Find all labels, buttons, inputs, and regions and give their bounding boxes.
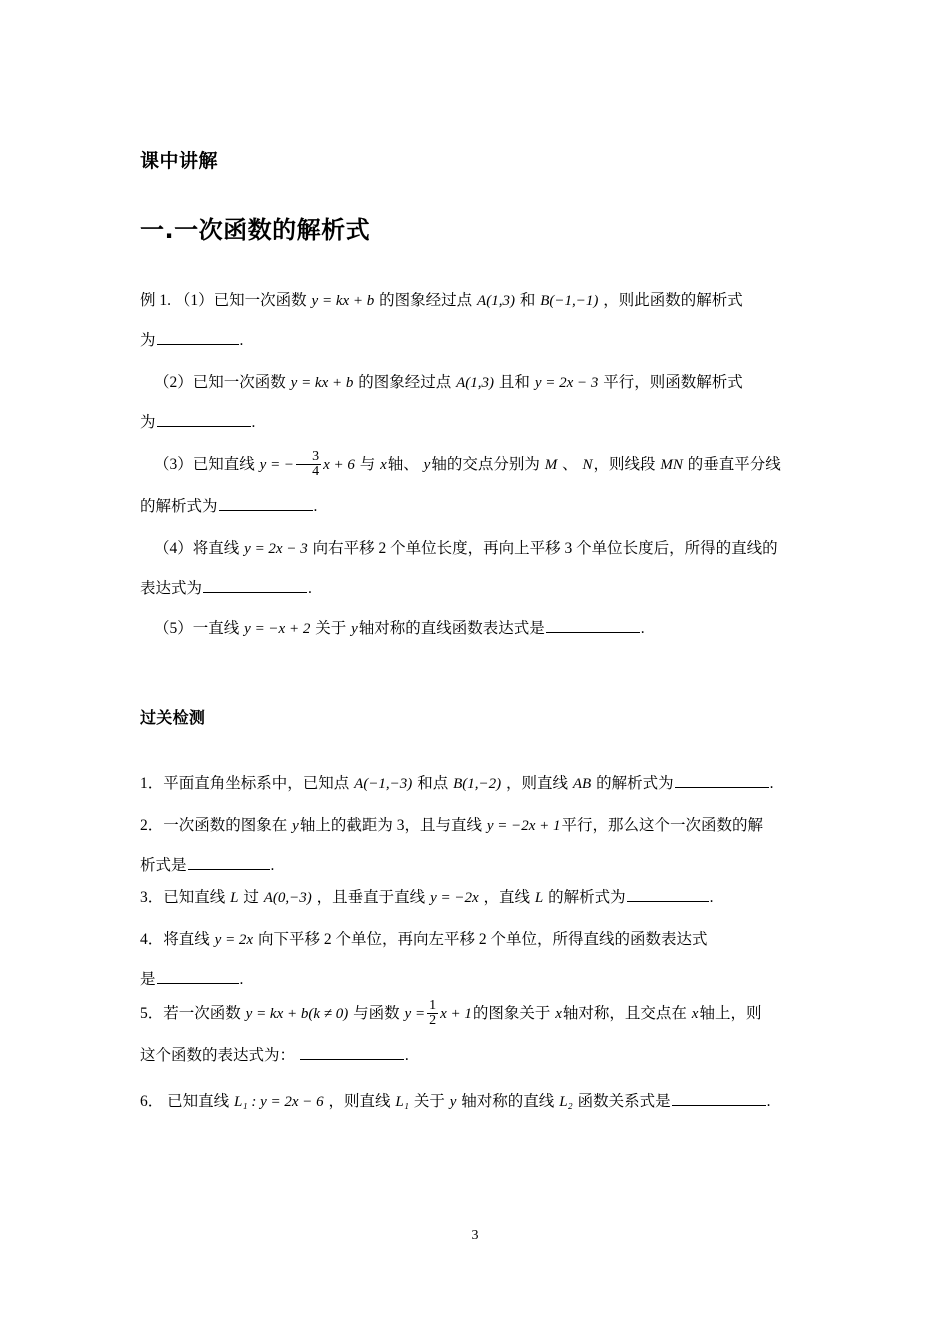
quiz-math-5-lhs: y = bbox=[404, 1006, 426, 1022]
quiz-math-1c: AB bbox=[572, 776, 592, 792]
quiz-text-3c: ，且垂直于直线 bbox=[316, 889, 426, 906]
quiz-number-2: 2． bbox=[140, 817, 164, 834]
quiz-text-3a: 已知直线 bbox=[163, 889, 226, 906]
example-math-2b: A(1,3) bbox=[456, 375, 495, 391]
example-text-3c: 轴、 bbox=[387, 456, 419, 473]
fraction-numerator: 3 bbox=[312, 449, 320, 465]
quiz-text-2c: 平行，那么这个一次函数的解 bbox=[561, 817, 764, 834]
example-item-3 bbox=[140, 445, 812, 485]
quiz-math-1b: B(1,−2) bbox=[453, 776, 502, 792]
example-math-5b: y bbox=[351, 621, 358, 637]
example-math-3c: y bbox=[423, 457, 431, 473]
quiz-text-4a: 将直线 bbox=[163, 931, 210, 948]
quiz-math-1a: A(−1,−3) bbox=[354, 776, 413, 792]
example-text-1b: 的图象经过点 bbox=[379, 292, 473, 309]
answer-blank-example-5[interactable] bbox=[546, 617, 640, 634]
example-label-2: （2） bbox=[154, 374, 193, 391]
example-math-4a: y = 2x − 3 bbox=[244, 541, 308, 557]
quiz-text-1c: ，则直线 bbox=[505, 775, 568, 792]
quiz-text-4b: 向下平移 2 个单位，再向左平移 2 个单位，所得直线的函数表达式 bbox=[257, 931, 708, 948]
quiz-number-1: 1． bbox=[140, 775, 164, 792]
example-item-3-cont bbox=[140, 487, 812, 527]
quiz-math-5b: x bbox=[555, 1006, 562, 1022]
answer-blank-example-4[interactable] bbox=[203, 577, 307, 594]
example-text-2c: 且和 bbox=[498, 374, 530, 391]
example-math-1b: A(1,3) bbox=[477, 293, 515, 309]
example-cont-prefix-4: 表达式为 bbox=[140, 580, 203, 597]
example-text-4b: 向右平移 2 个单位长度，再向上平移 3 个单位长度后，所得的直线的 bbox=[312, 540, 778, 557]
quiz-math-4a: y = 2x bbox=[214, 932, 254, 948]
example-item-2-cont bbox=[140, 403, 812, 443]
example-text-3g: 的垂直平分线 bbox=[687, 456, 781, 473]
fraction-numerator: 1 bbox=[429, 998, 437, 1014]
quiz-number-5: 5． bbox=[140, 1005, 164, 1022]
example-item-4-cont bbox=[140, 569, 812, 609]
example-cont-prefix-2: 为 bbox=[140, 414, 156, 431]
example-math-2a: y = kx + b bbox=[290, 375, 354, 391]
quiz-math-2a: y bbox=[292, 818, 299, 834]
example-cont-suffix-5: . bbox=[640, 620, 645, 637]
quiz-math-6d: L₂ bbox=[559, 1094, 573, 1110]
quiz-math-3d: L bbox=[534, 890, 544, 906]
example-math-3e: N bbox=[582, 457, 593, 473]
quiz-text-3b: 过 bbox=[243, 889, 259, 906]
answer-blank-quiz-6[interactable] bbox=[672, 1090, 766, 1107]
quiz-math-6b: L₁ bbox=[395, 1094, 409, 1110]
answer-blank-example-2[interactable] bbox=[157, 411, 251, 428]
example-cont-suffix-2: . bbox=[251, 414, 256, 431]
example-item-2 bbox=[140, 363, 812, 403]
example-text-3e: 、 bbox=[562, 456, 578, 473]
example-text-5c: 轴对称的直线函数表达式是 bbox=[358, 620, 545, 637]
example-text-2a: 已知一次函数 bbox=[192, 374, 286, 391]
quiz-text-2a: 一次函数的图象在 bbox=[163, 817, 288, 834]
quiz-math-5c: x bbox=[691, 1006, 699, 1022]
example-item-1 bbox=[140, 281, 812, 321]
example-label-1: （1） bbox=[174, 292, 214, 309]
example-math-2c: y = 2x − 3 bbox=[534, 375, 599, 391]
example-text-3a: 已知直线 bbox=[192, 456, 255, 473]
quiz-item-6 bbox=[140, 1082, 812, 1122]
example-item-4 bbox=[140, 529, 812, 569]
example-math-3-lhs: y = − bbox=[259, 457, 295, 473]
example-text-1d: ，则此函数的解析式 bbox=[603, 292, 743, 309]
example-cont-prefix-1: 为 bbox=[140, 332, 156, 349]
example-text-3f: ，则线段 bbox=[593, 456, 656, 473]
quiz-number-3: 3． bbox=[140, 889, 164, 906]
quiz-math-2b: y = −2x + 1 bbox=[486, 818, 561, 834]
quiz-math-5-rhs: x + 1 bbox=[440, 1006, 472, 1022]
example-text-4a: 将直线 bbox=[192, 540, 240, 557]
quiz-text-5c: 的图象关于 bbox=[472, 1005, 551, 1022]
example-math-1a: y = kx + b bbox=[311, 293, 375, 309]
quiz-math-3b: A(0,−3) bbox=[263, 890, 312, 906]
example-cont-suffix-3: . bbox=[313, 498, 318, 515]
quiz-text-3d: ，直线 bbox=[483, 889, 531, 906]
quiz-cont-prefix-5: 这个函数的表达式为： bbox=[140, 1047, 296, 1064]
quiz-text-1d: 的解析式为 bbox=[596, 775, 674, 792]
fraction-three-quarters bbox=[295, 450, 322, 480]
example-cont-suffix-4: . bbox=[308, 580, 312, 597]
example-item-1-cont bbox=[140, 321, 812, 361]
example-label-4: （4） bbox=[154, 540, 193, 557]
example-text-1a: 已知一次函数 bbox=[213, 292, 307, 309]
example-cont-suffix-1: . bbox=[239, 332, 244, 349]
quiz-text-3e: 的解析式为 bbox=[548, 889, 626, 906]
example-text-5b: 关于 bbox=[315, 620, 347, 637]
example-math-3b: x bbox=[380, 457, 387, 473]
quiz-text-6a: 已知直线 bbox=[167, 1093, 230, 1110]
quiz-text-5e: 轴上，则 bbox=[699, 1005, 762, 1022]
example-text-2d: 平行，则函数解析式 bbox=[603, 374, 743, 391]
heading-quiz: 过关检测 bbox=[140, 708, 206, 727]
quiz-text-5b: 与函数 bbox=[353, 1005, 400, 1022]
example-math-3f: MN bbox=[660, 457, 683, 473]
answer-blank-quiz-1[interactable] bbox=[675, 772, 769, 789]
quiz-math-5a: y = kx + b(k ≠ 0) bbox=[245, 1006, 349, 1022]
quiz-suffix-5: . bbox=[404, 1047, 409, 1064]
quiz-item-5-cont bbox=[140, 1036, 812, 1076]
quiz-math-6a: L₁ : y = 2x − 6 bbox=[234, 1094, 324, 1110]
example-math-5a: y = −x + 2 bbox=[244, 621, 311, 637]
quiz-math-3c: y = −2x bbox=[430, 890, 479, 906]
example-cont-prefix-3: 的解析式为 bbox=[140, 498, 218, 515]
quiz-suffix-3: . bbox=[709, 889, 714, 906]
example-math-1c: B(−1,−1) bbox=[540, 293, 599, 309]
quiz-item-5 bbox=[140, 994, 812, 1034]
quiz-item-1 bbox=[140, 764, 812, 804]
quiz-suffix-4: . bbox=[239, 971, 244, 988]
quiz-suffix-1: . bbox=[769, 775, 774, 792]
example-label-3: （3） bbox=[154, 456, 193, 473]
answer-blank-quiz-4[interactable] bbox=[157, 968, 239, 985]
answer-blank-quiz-5[interactable] bbox=[300, 1044, 404, 1061]
quiz-text-6b: ，则直线 bbox=[328, 1093, 391, 1110]
example-lead: 例 1. bbox=[140, 292, 172, 309]
quiz-text-6c: 关于 bbox=[413, 1093, 445, 1110]
quiz-cont-prefix-2: 析式是 bbox=[140, 857, 187, 874]
example-label-5: （5） bbox=[154, 620, 193, 637]
quiz-suffix-6: . bbox=[766, 1093, 771, 1110]
quiz-text-1a: 平面直角坐标系中，已知点 bbox=[163, 775, 350, 792]
quiz-text-6e: 函数关系式是 bbox=[577, 1093, 671, 1110]
quiz-math-3a: L bbox=[230, 890, 239, 906]
quiz-text-6d: 轴对称的直线 bbox=[461, 1093, 555, 1110]
quiz-text-2b: 轴上的截距为 3，且与直线 bbox=[299, 817, 482, 834]
heading-section-one: 一.一次函数的解析式 bbox=[140, 216, 371, 244]
quiz-math-6c: y bbox=[449, 1094, 457, 1110]
answer-blank-example-1[interactable] bbox=[157, 329, 239, 346]
fraction-denominator: 2 bbox=[429, 1013, 437, 1029]
fraction-denominator: 4 bbox=[296, 464, 321, 479]
quiz-item-4 bbox=[140, 920, 812, 960]
example-math-3d: M bbox=[544, 457, 558, 473]
quiz-text-5d: 轴对称，且交点在 bbox=[562, 1005, 687, 1022]
answer-blank-quiz-3[interactable] bbox=[627, 886, 709, 903]
example-text-2b: 的图象经过点 bbox=[358, 374, 452, 391]
page-number: 3 bbox=[471, 1228, 479, 1243]
example-item-5 bbox=[140, 609, 812, 649]
quiz-number-6: 6． bbox=[140, 1093, 164, 1110]
example-text-3b: 与 bbox=[359, 456, 376, 473]
fraction-one-half bbox=[426, 999, 439, 1029]
quiz-suffix-2: . bbox=[270, 857, 275, 874]
answer-blank-example-3[interactable] bbox=[219, 495, 313, 512]
quiz-item-2 bbox=[140, 806, 812, 846]
answer-blank-quiz-2[interactable] bbox=[188, 854, 270, 871]
example-text-1c: 和 bbox=[519, 292, 536, 309]
quiz-text-1b: 和点 bbox=[417, 775, 449, 792]
quiz-cont-prefix-4: 是 bbox=[140, 971, 156, 988]
heading-lesson: 课中讲解 bbox=[140, 150, 219, 172]
quiz-item-3 bbox=[140, 878, 812, 918]
example-math-3-rhs: x + 6 bbox=[323, 457, 355, 473]
example-text-5a: 一直线 bbox=[192, 620, 240, 637]
quiz-number-4: 4． bbox=[140, 931, 164, 948]
example-text-3d: 轴的交点分别为 bbox=[431, 456, 540, 473]
quiz-text-5a: 若一次函数 bbox=[163, 1005, 241, 1022]
